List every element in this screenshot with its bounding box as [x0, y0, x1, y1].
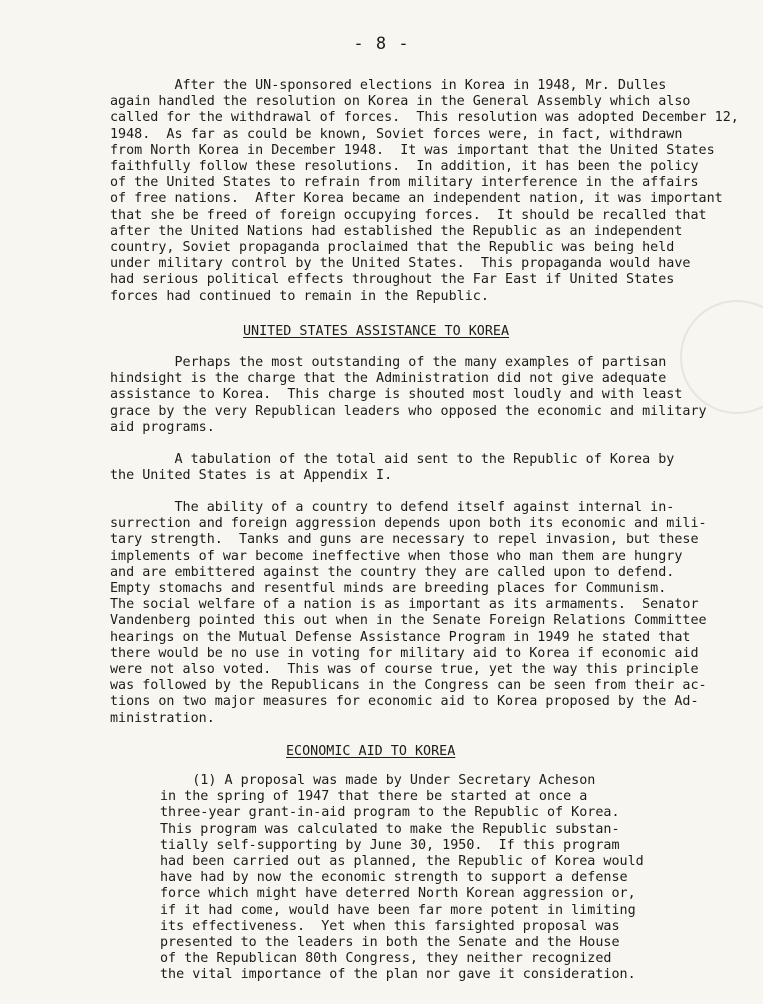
section-heading-economic-aid: ECONOMIC AID TO KOREA	[286, 744, 456, 759]
paragraph-un-elections: After the UN-sponsored elections in Korea in 1948, Mr. Dulles again handled the resolution on Korea in the General Assembly which also called for the withdrawal of forces. This resolution was adopted December 12, 1948. As far as could be known, Soviet forces were, in fact, withdrawn from North Korea in December 1948. It was important that the United States faithfully follow these resolutions. In addition, it has been the policy of the United States to refrain from military interference in the affairs of free nations. After Korea became an independent nation, it was important that she be freed of foreign occupying forces. It should be recalled that after the United Nations had established the Republic as an independent country, Soviet propaganda proclaimed that the Republic was being held under military control by the United States. This propaganda would have had serious political effects throughout the Far East if United States forces had continued to remain in the Republic.	[110, 78, 739, 304]
paragraph-partisan-hindsight: Perhaps the most outstanding of the many examples of partisan hindsight is the charge that the Administration did not give adequate assistance to Korea. This charge is shouted most loudly and with least grace by the very Republican leaders who opposed the economic and military aid programs.	[110, 355, 707, 435]
paragraph-aid-tabulation: A tabulation of the total aid sent to the Republic of Korea by the United States is at Appendix I.	[110, 452, 675, 484]
page-number: - 8 -	[353, 34, 410, 54]
paragraph-acheson-proposal: (1) A proposal was made by Under Secretary Acheson in the spring of 1947 that there be started at once a three-year grant-in-aid program to the Republic of Korea. This program was calculated to make the Republic substan- tially self-supporting by June 30, 1950. If this program had been carried out as planned, the Republic of Korea would have had by now the economic strength to support a defense force which might have deterred North Korean aggression or, if it had come, would have been far more potent in limiting its effectiveness. Yet when this farsighted proposal was presented to the leaders in both the Senate and the House of the Republican 80th Congress, they neither recognized the vital importance of the plan nor gave it consideration.	[160, 773, 644, 983]
paragraph-economic-military-strength: The ability of a country to defend itself against internal in- surrection and foreign aggression depends upon both its economic and mili- tary strength. Tanks and guns are necessary to repel invasion, but these implements of war become ineffective when those who man them are hungry and are embittered against the country they are called upon to defend. Empty stomachs and resentful minds are breeding places for Communism. The social welfare of a nation is as important as its armaments. Senator Vandenberg pointed this out when in the Senate Foreign Relations Committee hearings on the Mutual Defense Assistance Program in 1949 he stated that there would be no use in voting for military aid to Korea if economic aid were not also voted. This was of course true, yet the way this principle was followed by the Republicans in the Congress can be seen from their ac- tions on two major measures for economic aid to Korea proposed by the Ad- ministration.	[110, 500, 707, 726]
section-heading-us-assistance: UNITED STATES ASSISTANCE TO KOREA	[243, 324, 510, 339]
